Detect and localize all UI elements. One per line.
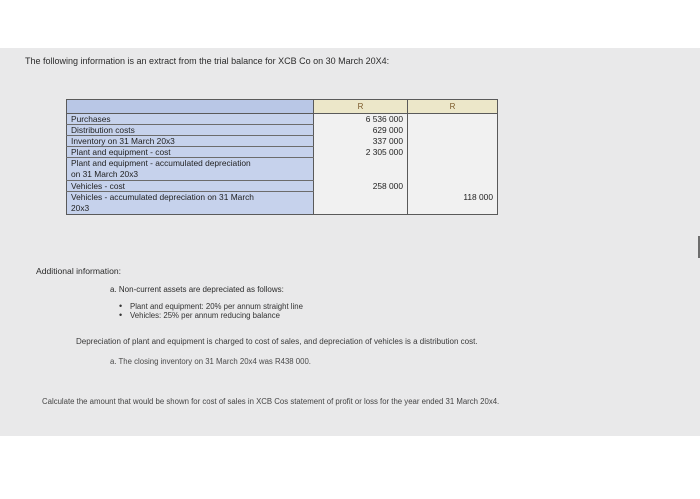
list-item-text: Vehicles: 25% per annum reducing balance	[130, 311, 280, 320]
header-debit: R	[314, 100, 408, 114]
row-label: Vehicles - cost	[67, 181, 314, 192]
table-row	[67, 158, 498, 181]
list-item	[118, 302, 303, 311]
row-label-line1: Vehicles - accumulated depreciation on 31 March	[71, 192, 254, 202]
row-credit	[408, 125, 498, 136]
table-row	[67, 181, 498, 192]
closing-inventory-note: a. The closing inventory on 31 March 20x4 was R438 000.	[110, 357, 311, 366]
list-item	[118, 311, 303, 320]
row-label-line2: 20x3	[71, 203, 90, 213]
row-debit: 2 305 000	[314, 147, 408, 158]
header-credit: R	[408, 100, 498, 114]
row-debit: 337 000	[314, 136, 408, 147]
row-debit	[314, 158, 408, 181]
bullet-icon: •	[119, 310, 123, 320]
table-row	[67, 147, 498, 158]
header-blank	[67, 100, 314, 114]
row-label	[67, 192, 314, 215]
row-debit: 6 536 000	[314, 114, 408, 125]
table-row	[67, 125, 498, 136]
depreciation-charge-note: Depreciation of plant and equipment is charged to cost of sales, and depreciation of vehicles is a distribution cost.	[76, 337, 478, 346]
row-credit	[408, 181, 498, 192]
depreciation-policy-note: a. Non-current assets are depreciated as follows:	[110, 285, 284, 294]
row-label-line1: Plant and equipment - accumulated depreciation	[71, 158, 251, 168]
table-row	[67, 114, 498, 125]
row-credit	[408, 114, 498, 125]
question-text: Calculate the amount that would be shown for cost of sales in XCB Cos statement of profit or loss for the year ended 31 March 20x4.	[42, 397, 500, 406]
row-credit: 118 000	[408, 192, 498, 215]
additional-info-heading: Additional information:	[36, 266, 122, 276]
row-label	[67, 158, 314, 181]
row-debit: 629 000	[314, 125, 408, 136]
row-label: Plant and equipment - cost	[67, 147, 314, 158]
row-label-line2: on 31 March 20x3	[71, 169, 139, 179]
list-item-text: Plant and equipment: 20% per annum straight line	[130, 302, 303, 311]
table-row	[67, 136, 498, 147]
row-debit: 258 000	[314, 181, 408, 192]
depreciation-rates-list	[118, 302, 303, 320]
table-header-row	[67, 100, 498, 114]
trial-balance-table	[66, 99, 498, 215]
row-label: Purchases	[67, 114, 314, 125]
row-debit	[314, 192, 408, 215]
row-credit	[408, 147, 498, 158]
bullet-icon: •	[119, 301, 123, 311]
row-label: Distribution costs	[67, 125, 314, 136]
row-label: Inventory on 31 March 20x3	[67, 136, 314, 147]
intro-text: The following information is an extract from the trial balance for XCB Co on 30 March 20X4:	[25, 56, 390, 66]
row-credit	[408, 158, 498, 181]
row-credit	[408, 136, 498, 147]
table-row	[67, 192, 498, 215]
